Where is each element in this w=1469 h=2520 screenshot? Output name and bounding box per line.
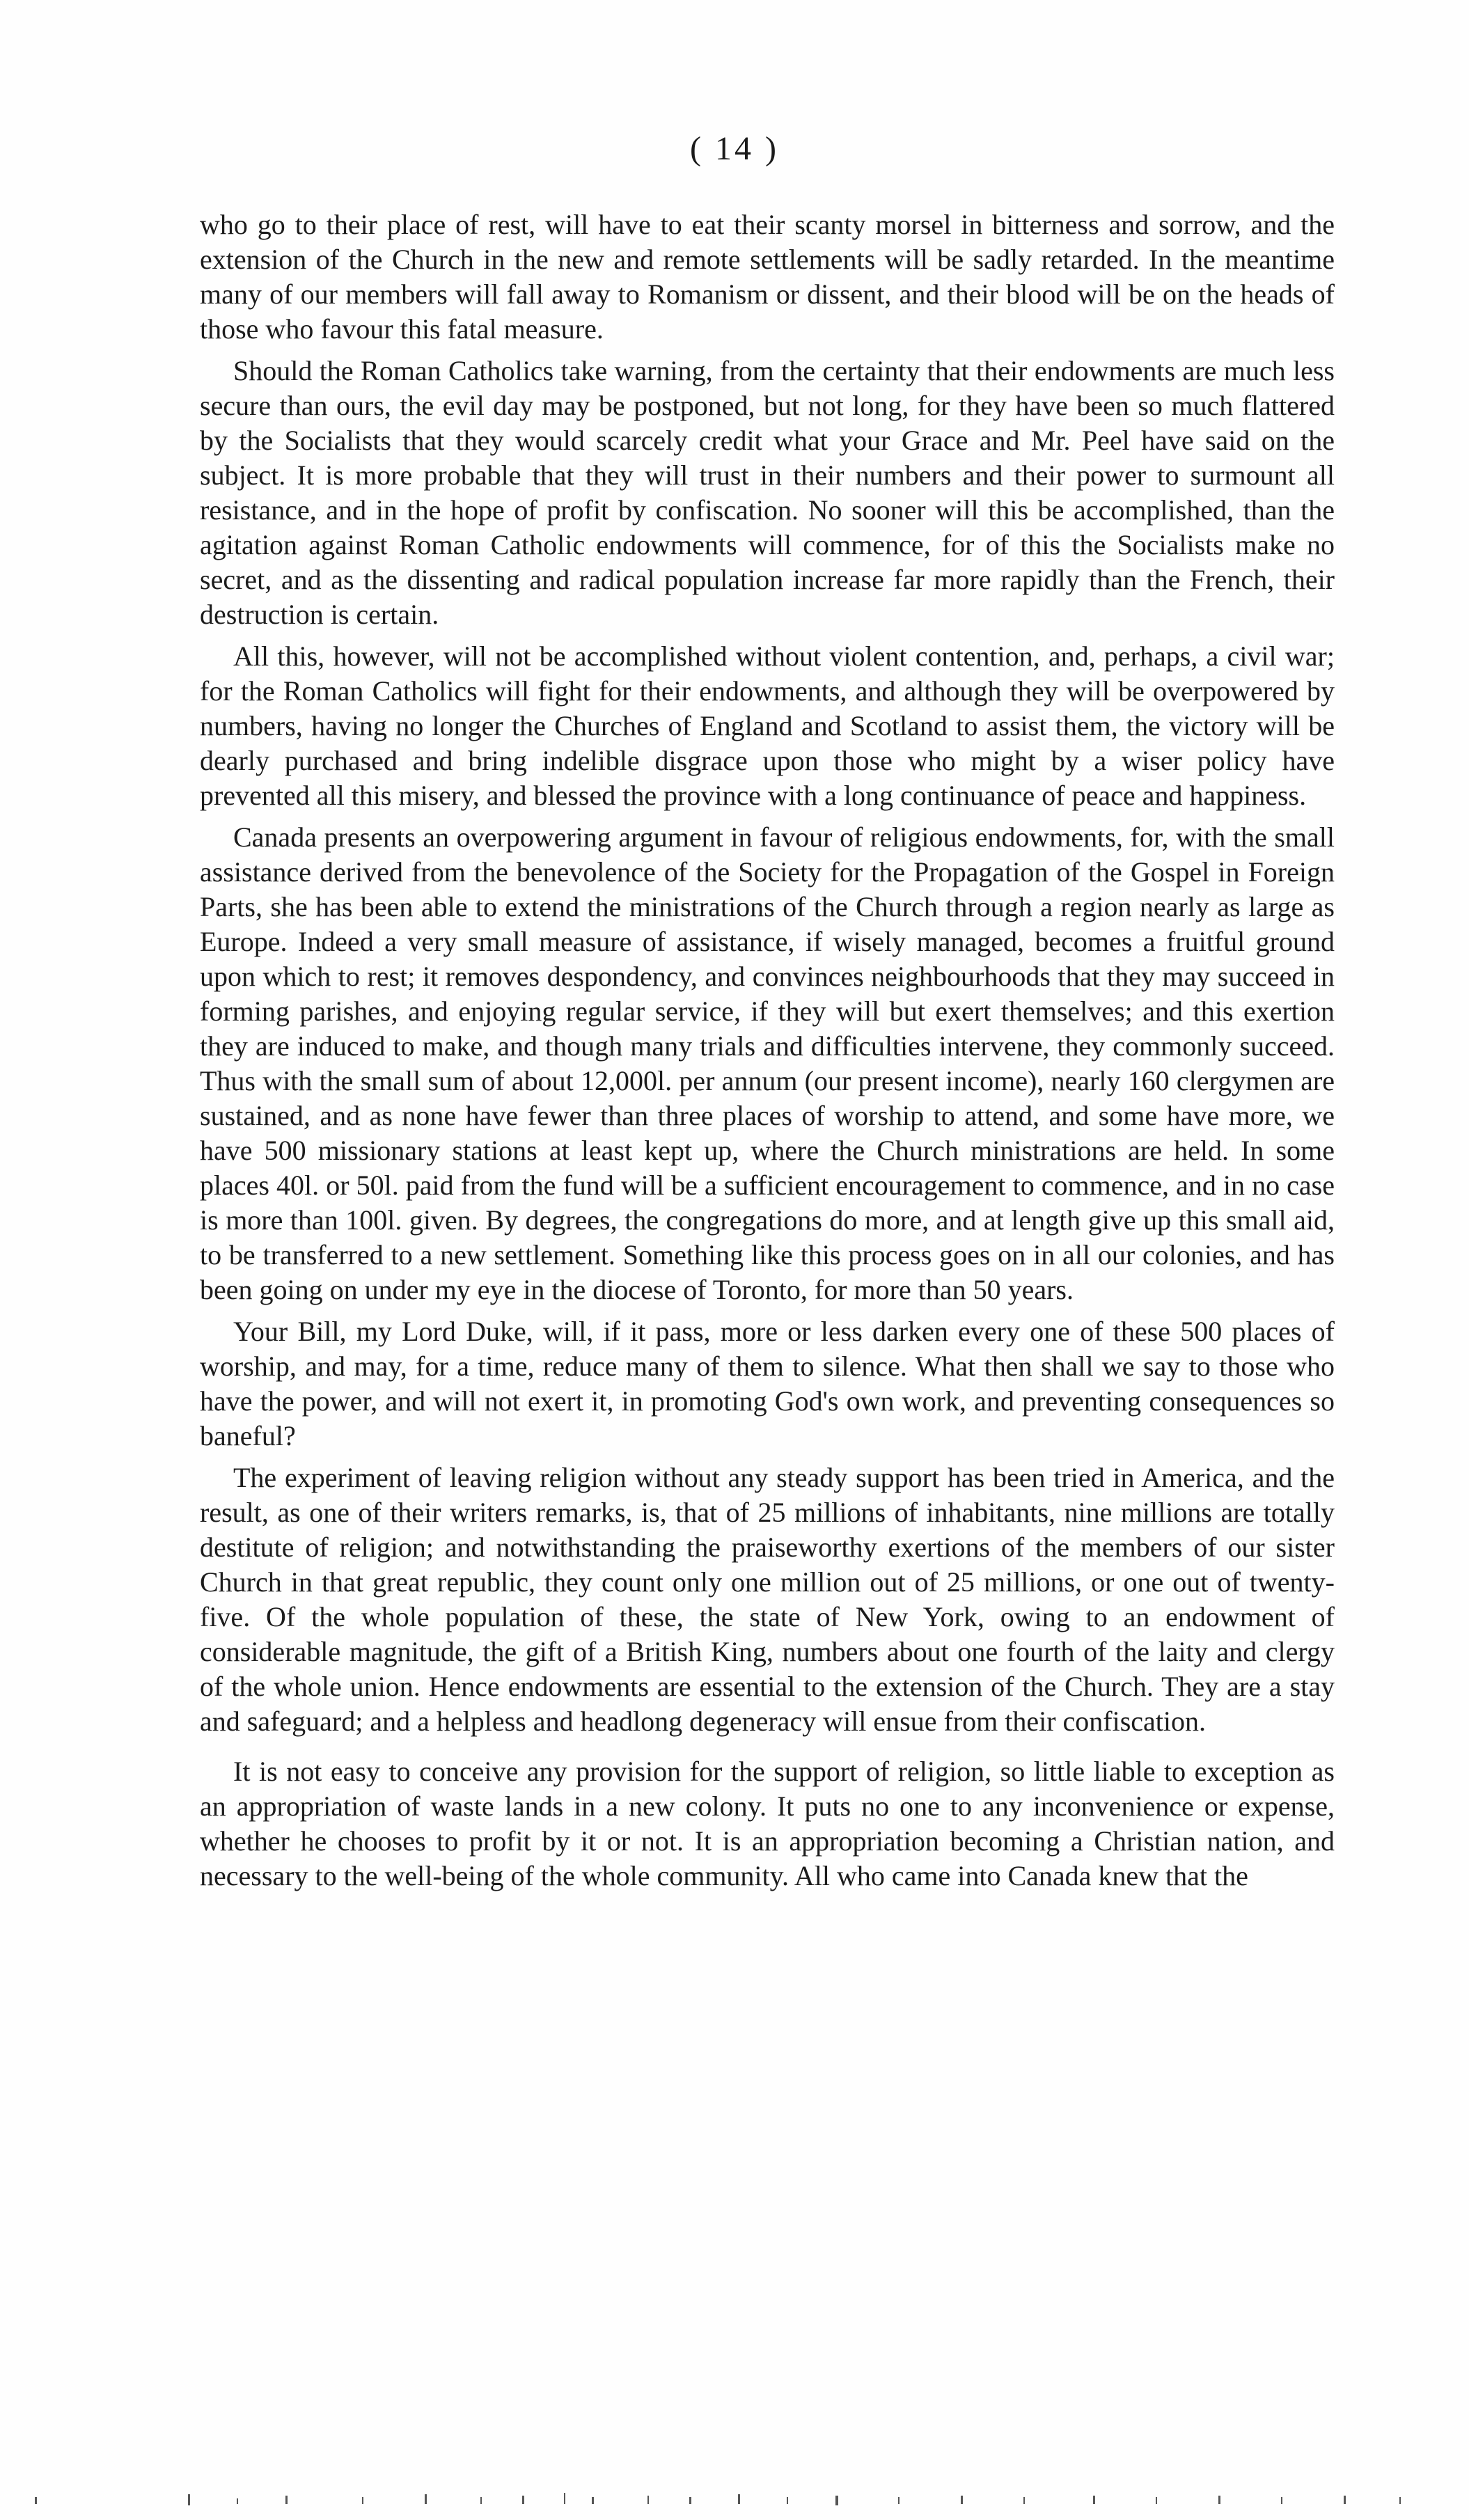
paragraph-canada-endowments: Canada presents an overpowering argument in favour of religious endowments, for, with the small assistance derived from the benevolence of the Society for the Propagation of the Gospel in Foreign Parts, she has been able to extend the ministrations of the Church through a region nearly as large as Europe. Indeed a very small measure of assistance, if wisely managed, becomes a fruitful ground upon which to rest; it removes despondency, and convinces neighbourhoods that they may succeed in forming parishes, and enjoying regular service, if they will but exert themselves; and this exertion they are induced to make, and though many trials and difficulties intervene, they commonly succeed. Thus with the small sum of about 12,000l. per annum (our present income), nearly 160 clergymen are sustained, and as none have fewer than three places of worship to attend, and some have more, we have 500 missionary stations at least kept up, where the Church ministrations are held. In some places 40l. or 50l. paid from the fund will be a sufficient encouragement to commence, and in no case is more than 100l. given. By degrees, the congregations do more, and at length give up this small aid, to be transferred to a new settlement. Something like this process goes on in all our colonies, and has been going on under my eye in the diocese of Toronto, for more than 50 years. [200, 821, 1335, 1305]
paragraph-continuation: who go to their place of rest, will have to eat their scanty morsel in bitterness and sorrow, and the extension of the Church in the new and remote settlements will be sadly retarded. In the meantime many of our members will fall away to Romanism or dissent, and their blood will be on the heads of those who favour this fatal measure. [200, 209, 1335, 345]
paragraph-civil-war: All this, however, will not be accomplished without violent contention, and, perhaps, a civil war; for the Roman Catholics will fight for their endowments, and although they will be overpowered by numbers, having no longer the Churches of England and Scotland to assist them, the victory will be dearly purchased and bring indelible disgrace upon those who might by a wiser policy have prevented all this misery, and blessed the province with a long continuance of peace and happiness. [200, 640, 1335, 811]
paragraph-america-experiment: The experiment of leaving religion without any steady support has been tried in America, and the result, as one of their writers remarks, is, that of 25 millions of inhabitants, nine millions are totally destitute of religion; and notwithstanding the praiseworthy exertions of the members of our sister Church in that great republic, they count only one million out of 25 millions, or one out of twenty-five. Of the whole population of these, the state of New York, owing to an endowment of considerable magnitude, the gift of a British King, numbers about one fourth of the laity and clergy of the whole union. Hence endowments are essential to the extension of the Church. They are a stay and safeguard; and a helpless and headlong degeneracy will ensue from their confiscation. [200, 1462, 1335, 1737]
body-text [200, 207, 1335, 1900]
paragraph-your-bill: Your Bill, my Lord Duke, will, if it pass, more or less darken every one of these 500 places of worship, and may, for a time, reduce many of them to silence. What then shall we say to those who have the power, and will not exert it, in promoting God's own work, and preventing consequences so baneful? [200, 1316, 1335, 1451]
page-number: ( 14 ) [690, 130, 779, 167]
paragraph-roman-catholics: Should the Roman Catholics take warning, from the certainty that their endowments are much less secure than ours, the evil day may be postponed, but not long, for they have been so much flattered by the Socialists that they would scarcely credit what your Grace and Mr. Peel have said on the subject. It is more probable that they will trust in their numbers and their power to surmount all resistance, and in the hope of profit by confiscation. No sooner will this be accomplished, than the agitation against Roman Catholic endowments will commence, for of this the Socialists make no secret, and as the dissenting and radical population increase far more rapidly than the French, their destruction is certain. [200, 355, 1335, 630]
scan-edge-marks [35, 2489, 1413, 2510]
paragraph-waste-lands: It is not easy to conceive any provision for the support of religion, so little liable to exception as an appropriation of waste lands in a new colony. It puts no one to any inconvenience or expense, whether he chooses to profit by it or not. It is an appropriation becoming a Christian nation, and necessary to the well-being of the whole community. All who came into Canada knew that the [200, 1756, 1335, 1891]
